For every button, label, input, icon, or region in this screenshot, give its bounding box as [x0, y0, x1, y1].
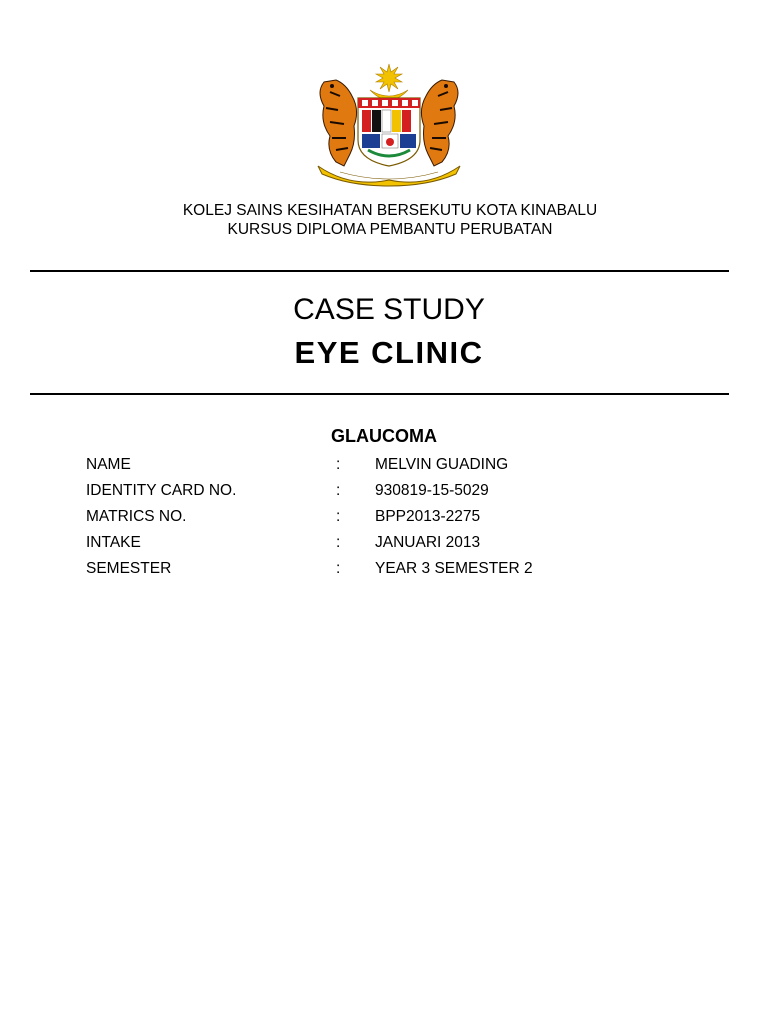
info-row-intake	[86, 534, 686, 560]
college-name: KOLEJ SAINS KESIHATAN BERSEKUTU KOTA KINABALU	[182, 202, 598, 219]
info-row-identity-card	[86, 482, 686, 508]
info-row-name	[86, 456, 686, 482]
star-icon	[376, 64, 402, 92]
info-separator: :	[336, 456, 341, 473]
shield-icon	[358, 98, 420, 166]
info-row-matrics	[86, 508, 686, 534]
student-info-table	[86, 456, 686, 586]
motto-scroll-icon	[318, 166, 460, 186]
document-title: EYE CLINIC	[294, 335, 484, 370]
info-separator: :	[336, 534, 341, 551]
right-tiger-icon	[421, 80, 458, 166]
info-value: BPP2013-2275	[375, 508, 481, 525]
divider-top	[30, 270, 729, 272]
case-topic: GLAUCOMA	[331, 426, 437, 446]
info-value: YEAR 3 SEMESTER 2	[375, 560, 533, 577]
info-label: MATRICS NO.	[86, 508, 187, 525]
info-separator: :	[336, 560, 341, 577]
info-value: MELVIN GUADING	[375, 456, 509, 473]
info-label: INTAKE	[86, 534, 141, 551]
document-type: CASE STUDY	[293, 293, 485, 326]
left-tiger-icon	[320, 80, 357, 166]
institution-header	[0, 202, 768, 239]
info-value: 930819-15-5029	[375, 482, 489, 499]
info-value: JANUARI 2013	[375, 534, 481, 551]
info-separator: :	[336, 482, 341, 499]
info-label: NAME	[86, 456, 131, 473]
info-label: IDENTITY CARD NO.	[86, 482, 237, 499]
info-row-semester	[86, 560, 686, 586]
info-separator: :	[336, 508, 341, 525]
coat-of-arms-logo	[310, 62, 468, 188]
course-name: KURSUS DIPLOMA PEMBANTU PERUBATAN	[227, 220, 553, 238]
coat-of-arms-icon	[310, 62, 468, 188]
divider-bottom	[30, 393, 729, 395]
info-label: SEMESTER	[86, 560, 172, 577]
